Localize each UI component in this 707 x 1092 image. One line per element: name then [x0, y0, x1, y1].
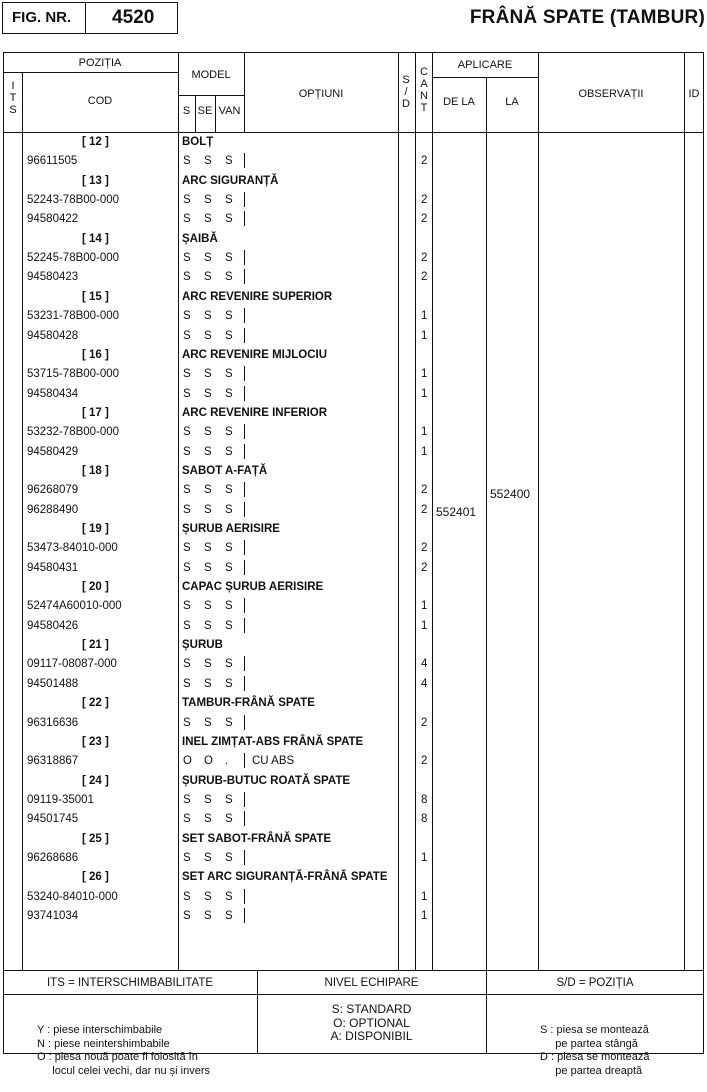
part-row — [0, 888, 707, 907]
model-se-value: S — [204, 213, 212, 226]
model-se-value: S — [204, 600, 212, 613]
model-van-value: S — [225, 194, 233, 207]
model-se-value: S — [204, 813, 212, 826]
position-header-row — [0, 830, 707, 849]
model-van-value: S — [225, 813, 233, 826]
part-name: ȘURUB AERISIRE — [182, 523, 280, 535]
position-header-row — [0, 404, 707, 423]
model-divider — [244, 269, 245, 284]
model-se-value: S — [204, 194, 212, 207]
model-s-value: O — [183, 755, 192, 768]
part-row — [0, 423, 707, 442]
model-se-value: S — [204, 445, 212, 458]
part-code: 94580434 — [27, 387, 79, 400]
part-code: 53240-84010-000 — [27, 890, 118, 903]
part-row — [0, 365, 707, 384]
quantity-value: 1 — [421, 368, 428, 381]
part-row — [0, 327, 707, 346]
quantity-value: 2 — [421, 194, 428, 207]
part-row — [0, 714, 707, 733]
part-name: ARC REVENIRE SUPERIOR — [182, 290, 333, 303]
its-legend: Y : piese interschimbabile N : piese neintershimbabile O : piesa nouă poate fi folosită în locul celei vechi, dar nu și invers — [37, 1024, 211, 1077]
model-se-value: S — [204, 561, 212, 574]
part-code: 52243-78B00-000 — [27, 194, 120, 207]
model-divider — [244, 540, 245, 555]
quantity-value: 1 — [421, 426, 428, 439]
quantity-value: 2 — [421, 503, 428, 516]
col-pozitia: POZIȚIA — [78, 57, 122, 69]
model-se-value: S — [204, 155, 212, 168]
model-s-value: S — [183, 155, 191, 168]
model-s-value: S — [183, 252, 191, 265]
model-se-value: S — [204, 716, 212, 729]
model-se-value: S — [204, 658, 212, 671]
quantity-value: 1 — [421, 890, 428, 903]
model-van-value: S — [225, 716, 233, 729]
quantity-value: 1 — [421, 619, 428, 632]
model-s-value: S — [183, 851, 191, 864]
quantity-value: 4 — [421, 658, 428, 671]
position-number: [ 23 ] — [82, 735, 109, 748]
part-name: ARC SIGURANȚĂ — [182, 174, 279, 187]
part-code: 96268686 — [27, 851, 79, 864]
position-number: [ 22 ] — [82, 697, 109, 710]
model-divider — [244, 908, 245, 923]
model-se-value: S — [204, 368, 212, 381]
quantity-value: 8 — [421, 793, 428, 806]
model-divider — [244, 444, 245, 459]
model-van-value: S — [225, 484, 233, 497]
part-name: SABOT A-FAȚĂ — [182, 464, 268, 477]
col-optiuni: OPȚIUNI — [298, 88, 344, 100]
part-row — [0, 307, 707, 326]
model-s-value: S — [183, 368, 191, 381]
model-se-value: S — [204, 426, 212, 439]
part-row — [0, 249, 707, 268]
part-code: 94580422 — [27, 213, 79, 226]
model-s-value: S — [183, 658, 191, 671]
col-model-se: SE — [197, 105, 213, 117]
part-row — [0, 385, 707, 404]
quantity-value: 4 — [421, 677, 428, 690]
part-name: SET SABOT-FRÂNĂ SPATE — [182, 832, 332, 845]
model-se-value: S — [204, 329, 212, 342]
model-van-value: S — [225, 619, 233, 632]
position-number: [ 18 ] — [82, 464, 109, 477]
part-code: 53473-84010-000 — [27, 542, 118, 555]
part-code: 94580429 — [27, 445, 79, 458]
quantity-value: 2 — [421, 561, 428, 574]
model-van-value: S — [225, 310, 233, 323]
part-code: 96611505 — [27, 155, 78, 168]
part-code: 09119-35001 — [27, 793, 94, 806]
part-row — [0, 443, 707, 462]
part-name: ARC REVENIRE INFERIOR — [182, 406, 328, 419]
model-van-value: S — [225, 155, 233, 168]
model-divider — [244, 618, 245, 633]
model-se-value: S — [204, 310, 212, 323]
part-row — [0, 791, 707, 810]
part-name: ȘURUB — [182, 639, 223, 652]
col-model-van: VAN — [218, 105, 241, 117]
model-divider — [244, 676, 245, 691]
model-divider — [244, 753, 245, 768]
model-divider — [244, 850, 245, 865]
model-s-value: S — [183, 213, 191, 226]
model-divider — [244, 811, 245, 826]
model-se-value: S — [204, 910, 212, 922]
part-code: 94580428 — [27, 329, 79, 342]
part-row — [0, 597, 707, 616]
model-s-value: S — [183, 503, 191, 516]
model-divider — [244, 502, 245, 517]
position-header-row — [0, 172, 707, 191]
model-s-value: S — [183, 271, 191, 284]
model-divider — [244, 153, 245, 168]
model-divider — [244, 424, 245, 439]
part-row — [0, 655, 707, 674]
part-code: 94580423 — [27, 271, 79, 284]
part-row — [0, 907, 707, 926]
part-name: CAPAC ȘURUB AERISIRE — [182, 581, 324, 594]
quantity-value: 2 — [421, 271, 428, 284]
model-s-value: S — [183, 426, 191, 439]
model-van-value: S — [225, 368, 233, 381]
model-van-value: S — [225, 890, 233, 903]
model-divider — [244, 560, 245, 575]
sd-legend-title: S/D = POZIȚIA — [556, 977, 634, 989]
figure-number: 4520 — [112, 7, 155, 28]
model-s-value: S — [183, 484, 191, 497]
position-number: [ 12 ] — [82, 136, 109, 148]
position-number: [ 21 ] — [82, 639, 109, 652]
part-name: SET ARC SIGURANȚĂ-FRÂNĂ SPATE — [182, 871, 388, 884]
part-row — [0, 501, 707, 520]
model-s-value: S — [183, 542, 191, 555]
position-header-row — [0, 772, 707, 791]
sd-legend: S : piesa se montează pe partea stângă D : piesa se montează pe partea dreaptă — [540, 1024, 650, 1077]
position-header-row — [0, 462, 707, 481]
model-divider — [244, 715, 245, 730]
part-row — [0, 268, 707, 287]
model-s-value: S — [183, 677, 191, 690]
col-observatii: OBSERVAȚII — [578, 88, 644, 100]
model-divider — [244, 482, 245, 497]
quantity-value: 1 — [421, 329, 428, 342]
col-model-s: S — [182, 105, 191, 117]
nivel-legend-title: NIVEL ECHIPARE — [324, 977, 419, 989]
model-s-value: S — [183, 561, 191, 574]
part-code: 53715-78B00-000 — [27, 368, 120, 381]
model-van-value: S — [225, 561, 233, 574]
part-name: ȘAIBĂ — [182, 232, 218, 245]
model-se-value: S — [204, 387, 212, 400]
part-code: 52245-78B00-000 — [27, 252, 120, 265]
model-s-value: S — [183, 793, 191, 806]
quantity-value: 2 — [421, 542, 428, 555]
model-van-value: S — [225, 600, 233, 613]
position-header-row — [0, 346, 707, 365]
part-code: 94580426 — [27, 619, 79, 632]
model-van-value: S — [225, 658, 233, 671]
part-code: 94580431 — [27, 561, 79, 574]
nivel-legend: S: STANDARD O: OPTIONAL A: DISPONIBIL — [330, 1002, 413, 1043]
model-se-value: S — [204, 542, 212, 555]
part-row — [0, 617, 707, 636]
position-number: [ 16 ] — [82, 348, 109, 361]
applicability-de-la-value: 552401 — [436, 505, 477, 519]
col-id: ID — [688, 88, 700, 100]
position-header-row — [0, 288, 707, 307]
model-s-value: S — [183, 387, 191, 400]
part-code: 94501488 — [27, 677, 79, 690]
model-van-value: S — [225, 426, 233, 439]
quantity-value: 1 — [421, 387, 428, 400]
quantity-value: 1 — [421, 445, 428, 458]
model-van-value: S — [225, 329, 233, 342]
model-divider — [244, 598, 245, 613]
quantity-value: 1 — [421, 310, 428, 323]
model-divider — [244, 889, 245, 904]
option-value: CU ABS — [252, 755, 295, 768]
model-se-value: S — [204, 677, 212, 690]
part-row — [0, 810, 707, 829]
part-code: 96318867 — [27, 755, 79, 768]
model-se-value: S — [204, 252, 212, 265]
model-van-value: S — [225, 677, 233, 690]
model-s-value: S — [183, 813, 191, 826]
model-s-value: S — [183, 445, 191, 458]
model-van-value: S — [225, 542, 233, 555]
part-code: 52474A60010-000 — [27, 600, 122, 613]
quantity-value: 2 — [421, 755, 428, 768]
model-divider — [244, 192, 245, 207]
model-se-value: S — [204, 890, 212, 903]
position-header-row — [0, 694, 707, 713]
col-la: LA — [505, 96, 519, 108]
part-name: INEL ZIMȚAT-ABS FRÂNĂ SPATE — [182, 735, 364, 748]
model-divider — [244, 328, 245, 343]
model-van-value: S — [225, 387, 233, 400]
model-divider — [244, 250, 245, 265]
part-name: ARC REVENIRE MIJLOCIU — [182, 348, 328, 361]
part-row — [0, 210, 707, 229]
part-row — [0, 849, 707, 868]
position-number: [ 20 ] — [82, 581, 109, 594]
model-divider — [244, 366, 245, 381]
part-code: 09117-08087-000 — [27, 658, 117, 671]
quantity-value: 2 — [421, 213, 428, 226]
part-row — [0, 539, 707, 558]
model-s-value: S — [183, 600, 191, 613]
its-legend-title: ITS = INTERSCHIMBABILITATE — [46, 977, 214, 989]
page-title: FRÂNĂ SPATE (TAMBUR) — [469, 7, 705, 28]
position-number: [ 13 ] — [82, 174, 109, 187]
model-se-value: S — [204, 851, 212, 864]
model-van-value: S — [225, 271, 233, 284]
position-header-row — [0, 636, 707, 655]
part-code: 96268079 — [27, 484, 79, 497]
position-number: [ 25 ] — [82, 832, 109, 845]
model-s-value: S — [183, 716, 191, 729]
position-header-row — [0, 133, 707, 152]
col-de-la: DE LA — [443, 96, 475, 108]
part-code: 96316636 — [27, 716, 79, 729]
model-van-value: S — [225, 252, 233, 265]
quantity-value: 1 — [421, 600, 428, 613]
model-van-value: S — [225, 213, 233, 226]
figure-label: FIG. NR. — [12, 9, 72, 26]
model-van-value: S — [225, 851, 233, 864]
quantity-value: 1 — [421, 851, 428, 864]
model-van-value: S — [225, 503, 233, 516]
quantity-value: 8 — [421, 813, 428, 826]
part-code: 53231-78B00-000 — [27, 310, 120, 323]
part-code: 53232-78B00-000 — [27, 426, 120, 439]
col-cant: C A N T — [420, 66, 428, 114]
model-se-value: S — [204, 793, 212, 806]
col-sd: S / D — [402, 74, 410, 110]
position-header-row — [0, 733, 707, 752]
position-header-row — [0, 520, 707, 539]
part-row — [0, 152, 707, 171]
model-s-value: S — [183, 890, 191, 903]
part-name: ȘURUB-BUTUC ROATĂ SPATE — [182, 774, 351, 787]
model-s-value: S — [183, 194, 191, 207]
col-cod: COD — [87, 95, 113, 107]
model-divider — [244, 792, 245, 807]
model-se-value: S — [204, 484, 212, 497]
model-van-value: S — [225, 793, 233, 806]
part-row — [0, 559, 707, 578]
part-code: 93741034 — [27, 910, 79, 922]
position-number: [ 19 ] — [82, 523, 109, 535]
part-row — [0, 481, 707, 500]
part-name: TAMBUR-FRÂNĂ SPATE — [182, 697, 315, 710]
model-se-value: O — [204, 755, 213, 768]
part-row — [0, 675, 707, 694]
position-number: [ 24 ] — [82, 774, 109, 787]
model-se-value: S — [204, 271, 212, 284]
part-code: 94501745 — [27, 813, 79, 826]
model-van-value: S — [225, 910, 233, 922]
position-header-row — [0, 578, 707, 597]
position-number: [ 14 ] — [82, 232, 109, 245]
model-se-value: S — [204, 503, 212, 516]
part-row — [0, 191, 707, 210]
position-number: [ 26 ] — [82, 871, 109, 884]
model-s-value: S — [183, 910, 191, 922]
applicability-la-value: 552400 — [490, 487, 531, 501]
model-s-value: S — [183, 310, 191, 323]
col-model: MODEL — [191, 69, 231, 81]
model-van-value: . — [225, 755, 229, 768]
col-aplicare: APLICARE — [457, 59, 513, 71]
position-header-row — [0, 868, 707, 887]
quantity-value: 2 — [421, 155, 428, 168]
quantity-value: 2 — [421, 716, 428, 729]
model-s-value: S — [183, 329, 191, 342]
model-s-value: S — [183, 619, 191, 632]
quantity-value: 1 — [421, 910, 428, 922]
quantity-value: 2 — [421, 484, 428, 497]
part-name: BOLȚ — [182, 136, 214, 148]
model-van-value: S — [225, 445, 233, 458]
model-divider — [244, 211, 245, 226]
position-number: [ 15 ] — [82, 290, 109, 303]
model-divider — [244, 308, 245, 323]
position-number: [ 17 ] — [82, 406, 109, 419]
part-code: 96288490 — [27, 503, 79, 516]
model-se-value: S — [204, 619, 212, 632]
position-header-row — [0, 230, 707, 249]
part-row — [0, 752, 707, 771]
col-its: I T S — [9, 80, 17, 116]
model-divider — [244, 386, 245, 401]
model-divider — [244, 656, 245, 671]
quantity-value: 2 — [421, 252, 428, 265]
